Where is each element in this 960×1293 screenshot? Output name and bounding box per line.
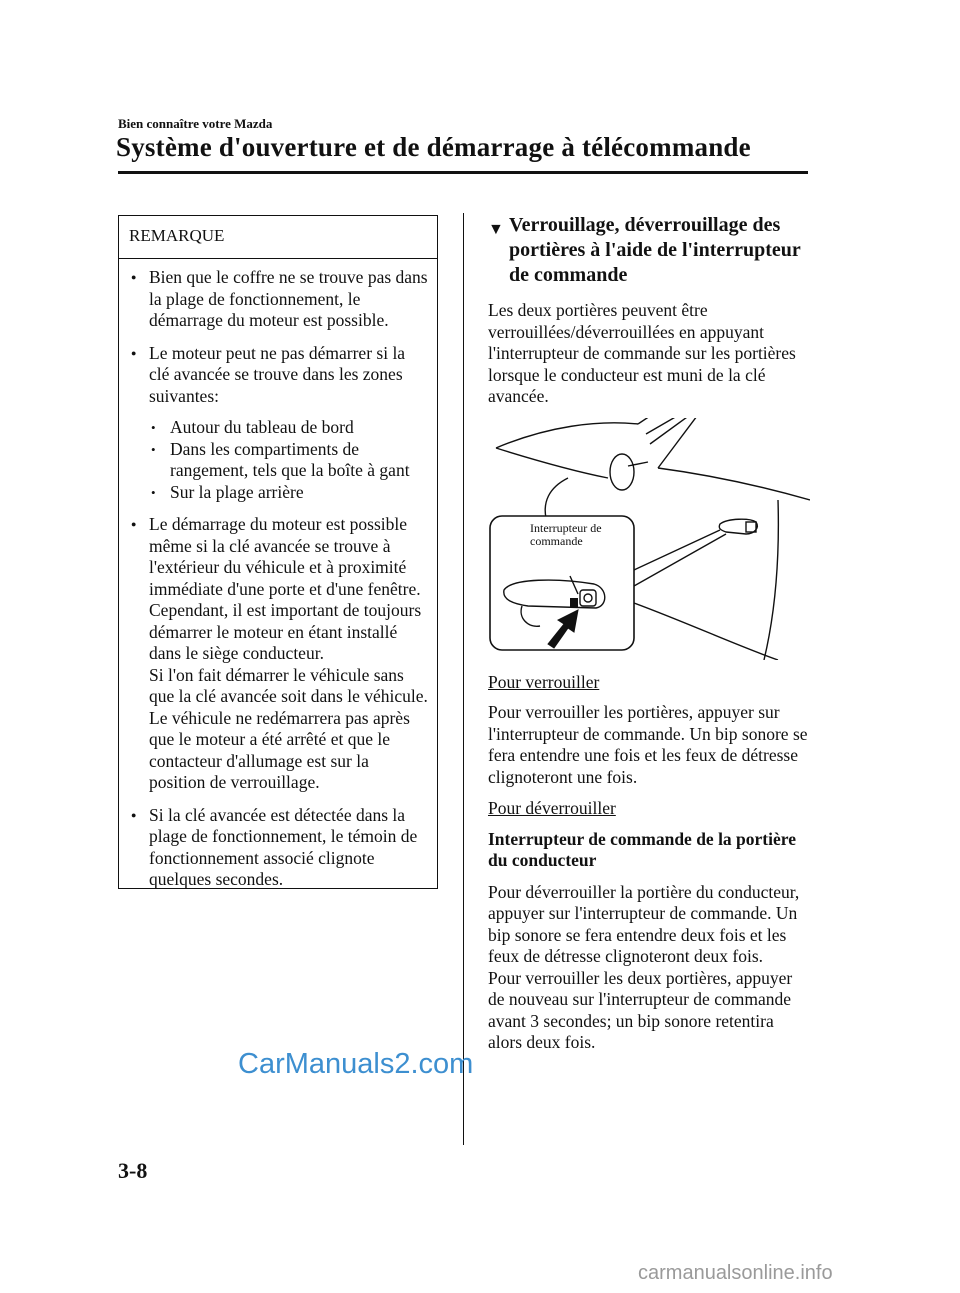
triangle-bullet-icon: ▼: [488, 221, 504, 238]
driver-paragraph-2: Pour verrouiller les deux portières, appuyer de nouveau sur l'interrupteur de commande avant 3 secondes; un bip sonore retentira alors deux fois.: [488, 967, 793, 1052]
section-heading: ▼ Verrouillage, déverrouillage des portières à l'aide de l'interrupteur de commande: [488, 214, 801, 286]
note-item: ● Bien que le coffre ne se trouve pas dans la plage de fonctionnement, le démarrage du moteur est possible.: [129, 267, 429, 332]
unlock-heading: Pour déverrouiller: [488, 798, 616, 818]
note-sub-item: • Dans les compartiments de rangement, tels que la boîte à gant: [149, 439, 429, 482]
note-list: [119, 259, 437, 891]
page-number: 3-8: [118, 1158, 148, 1183]
note-item: ● Le démarrage du moteur est possible même si la clé avancée se trouve à l'extérieur du véhicule et à proximité immédiate d'une porte et d'une fenêtre. Cependant, il est important de toujours démarrer le moteur en étant installé dans le siège conducteur. Si l'on fait démarrer le véhicule sans que la clé avancée soit dans le véhicule. Le véhicule ne redémarrera pas après que le moteur a été arrêté et que le contacteur d'allumage est sur la position de verrouillage.: [129, 514, 429, 794]
intro-paragraph: Les deux portières peuvent être verrouillées/déverrouillées en appuyant l'interrupteur de commande sur les portières lorsque le conducteur est muni de la clé avancée.: [488, 300, 796, 406]
driver-paragraph: Pour déverrouiller la portière du conducteur, appuyer sur l'interrupteur de commande. Un bip sonore se fera entendre deux fois et les feux de détresse clignoteront deux fois.: [488, 881, 800, 966]
column-divider: [463, 213, 464, 1145]
note-sub-item: • Sur la plage arrière: [149, 482, 429, 504]
note-box: [118, 215, 438, 889]
lock-paragraph: Pour verrouiller les portières, appuyer sur l'interrupteur de commande. Un bip sonore se fera entendre une fois et les feux de détresse clignoteront une fois.: [488, 702, 808, 787]
note-item: ● Si la clé avancée est détectée dans la plage de fonctionnement, le témoin de fonctionnement associé clignote quelques secondes.: [129, 805, 429, 891]
watermark-logo: CarManuals2.com: [238, 1048, 474, 1080]
note-sub-item: • Autour du tableau de bord: [149, 417, 429, 439]
title-rule: [118, 171, 808, 174]
section-label: Bien connaître votre Mazda: [118, 116, 273, 131]
note-item: ● Le moteur peut ne pas démarrer si la clé avancée se trouve dans les zones suivantes: • Autour du tableau de bord • Dans les compartiments de rangement, tels que la boîte à gant • Sur la plage arrière: [129, 343, 429, 504]
figure-callout-label: Interrupteur de commande: [530, 520, 602, 548]
note-title: REMARQUE: [129, 226, 225, 245]
door-handle-figure: [488, 418, 810, 660]
footer-site-logo: carmanualsonline.info: [638, 1262, 833, 1284]
lock-heading: Pour verrouiller: [488, 671, 600, 692]
right-column: [488, 213, 810, 1064]
note-item-continuation: Si l'on fait démarrer le véhicule sans que la clé avancée soit dans le véhicule. Le véhicule ne redémarrera pas après que le moteur a été arrêté et que le contacteur d'allumage est sur la position de verrouillage.: [149, 664, 428, 792]
note-sub-list: [149, 417, 429, 503]
driver-switch-heading: Interrupteur de commande de la portière du conducteur: [488, 828, 796, 870]
page-title: Système d'ouverture et de démarrage à télécommande: [116, 132, 751, 162]
